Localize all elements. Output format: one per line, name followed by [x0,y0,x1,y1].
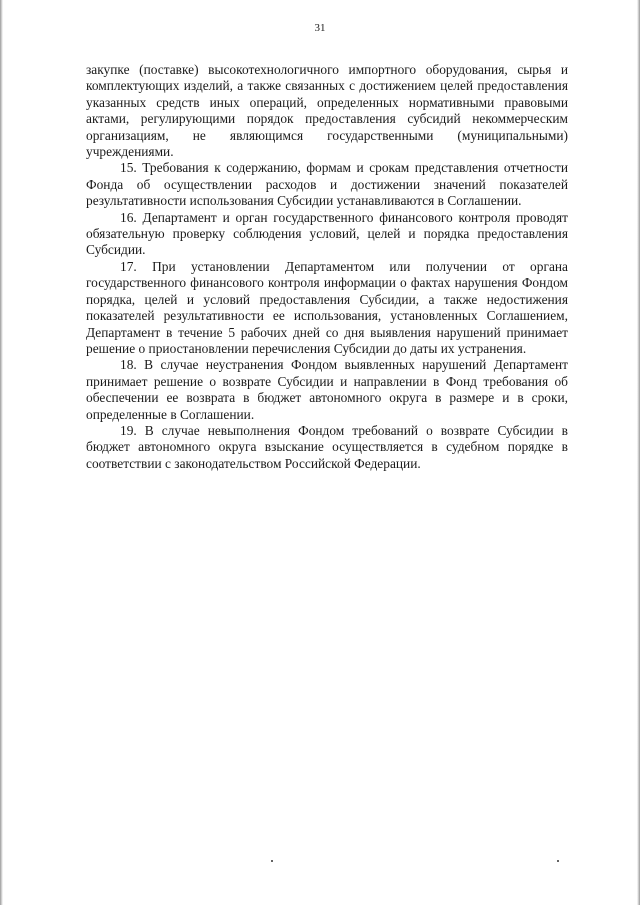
paragraph-continuation: закупке (поставке) высокотехнологичного импортного оборудования, сырья и комплектующих изделий, а также связанных с достижением целей предоставления указанных средств иных операций, определенных нормативными правовыми актами, регулирующими порядок предоставления субсидий некоммерческим организациям, не являющимся государственными (муниципальными) учреждениями. [86,62,568,160]
scan-speck [557,860,559,862]
paragraph-15: 15. Требования к содержанию, формам и срокам представления отчетности Фонда об осуществлении расходов и достижении значений показателей результативности использования Субсидии устанавливаются в Соглашении. [86,160,568,209]
paragraph-16: 16. Департамент и орган государственного финансового контроля проводят обязательную проверку соблюдения условий, целей и порядка предоставления Субсидии. [86,209,568,258]
page-edge-left [0,0,3,905]
document-body [86,62,568,472]
paragraph-19: 19. В случае невыполнения Фондом требований о возврате Субсидии в бюджет автономного округа взыскание осуществляется в судебном порядке в соответствии с законодательством Российской Федерации. [86,422,568,471]
page-number: 31 [314,22,326,34]
scan-speck [271,860,273,862]
paragraph-17: 17. При установлении Департаментом или получении от органа государственного финансового контроля информации о фактах нарушения Фондом порядка, целей и условий предоставления Субсидии, а также недостижения показателей результативности ее использования, установленных Соглашением, Департамент в течение 5 рабочих дней со дня выявления нарушений принимает решение о приостановлении перечисления Субсидии до даты их устранения. [86,258,568,356]
paragraph-18: 18. В случае неустранения Фондом выявленных нарушений Департамент принимает решение о возврате Субсидии и направлении в Фонд требования об обеспечении ее возврата в бюджет автономного округа в размере и в сроки, определенные в Соглашении. [86,357,568,422]
